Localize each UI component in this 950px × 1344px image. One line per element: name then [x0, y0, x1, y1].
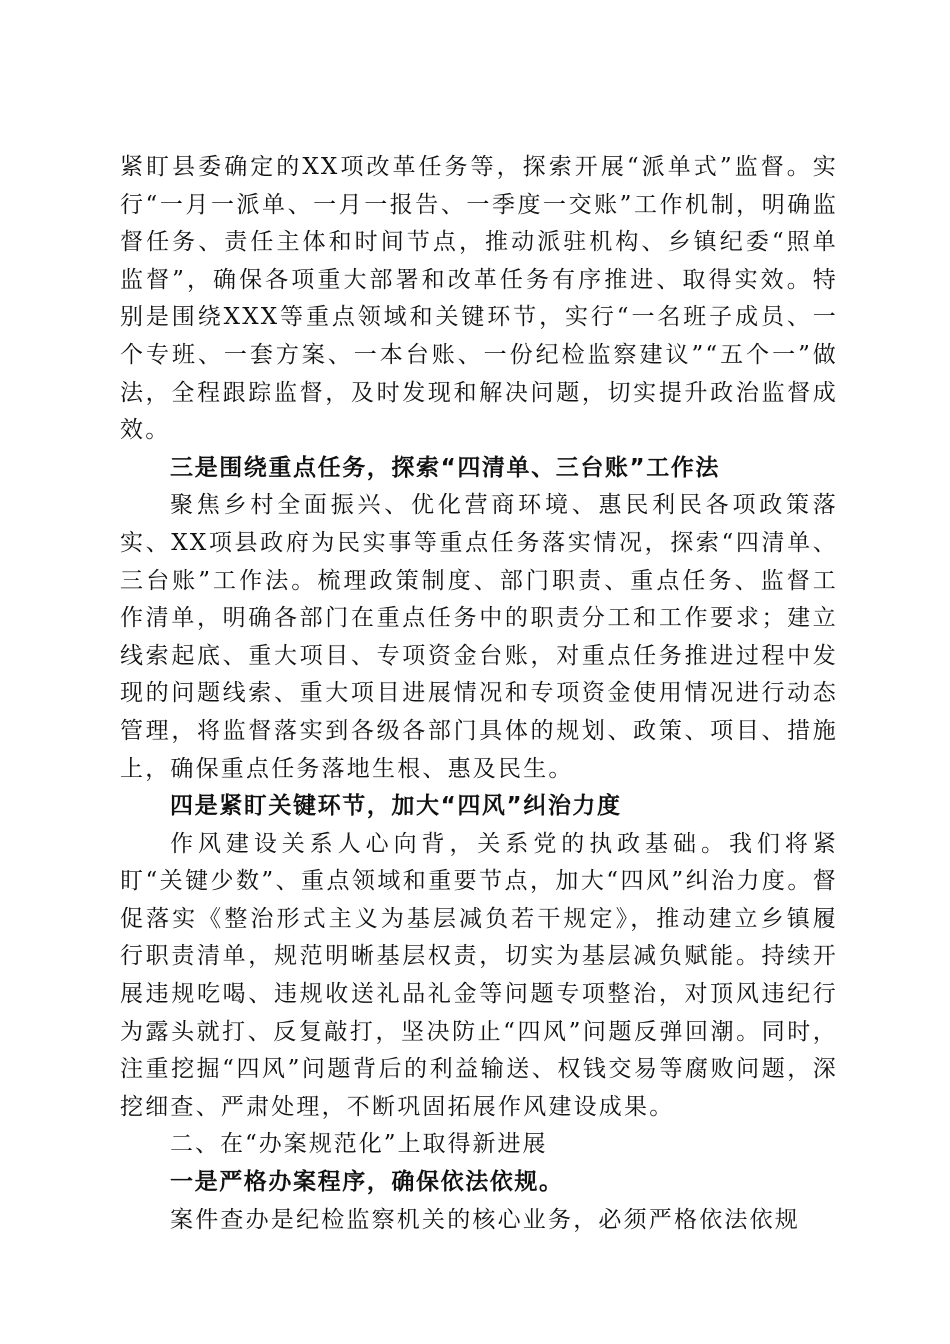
paragraph-case-handling: 案件查办是纪检监察机关的核心业务，必须严格依法依规 — [170, 1206, 800, 1233]
heading-key-tasks: 三是围绕重点任务，探索“四清单、三台账”工作法 — [170, 454, 721, 481]
heading-strict-procedure: 一是严格办案程序，确保依法依规。 — [170, 1169, 564, 1196]
heading-four-winds: 四是紧盯关键环节，加大“四风”纠治力度 — [170, 793, 622, 820]
paragraph-four-winds: 作风建设关系人心向背，关系党的执政基础。我们将紧盯“关键少数”、重点领域和重要节点，加大“四风”纠治力度。督促落实《整治形式主义为基层减负若干规定》，推动建立乡镇履行职责清单，规范明晰基层权责，切实为基层减负赋能。持续开展违规吃喝、违规收送礼品礼金等问题专项整治，对顶风违纪行为露头就打、反复敲打，坚决防止“四风”问题反弹回潮。同时，注重挖掘“四风”问题背后的利益输送、权钱交易等腐败问题，深挖细查、严肃处理，不断巩固拓展作风建设成果。 — [120, 830, 838, 1120]
document-page — [120, 149, 838, 1239]
paragraph-dispatch-supervision: 紧盯县委确定的XX项改革任务等，探索开展“派单式”监督。实行“一月一派单、一月一报告、一季度一交账”工作机制，明确监督任务、责任主体和时间节点，推动派驻机构、乡镇纪委“照单监督”，确保各项重大部署和改革任务有序推进、取得实效。特别是围绕XXX等重点领域和关键环节，实行“一名班子成员、一个专班、一套方案、一本台账、一份纪检监察建议”“五个一”做法，全程跟踪监督，及时发现和解决问题，切实提升政治监督成效。 — [120, 154, 838, 444]
paragraph-key-tasks: 聚焦乡村全面振兴、优化营商环境、惠民利民各项政策落实、XX项县政府为民实事等重点任务落实情况，探索“四清单、三台账”工作法。梳理政策制度、部门职责、重点任务、监督工作清单，明确各部门在重点任务中的职责分工和工作要求；建立线索起底、重大项目、专项资金台账，对重点任务推进过程中发现的问题线索、重大项目进展情况和专项资金使用情况进行动态管理，将监督落实到各级各部门具体的规划、政策、项目、措施上，确保重点任务落地生根、惠及民生。 — [120, 492, 838, 782]
section-heading-case-handling: 二、在“办案规范化”上取得新进展 — [170, 1131, 548, 1158]
